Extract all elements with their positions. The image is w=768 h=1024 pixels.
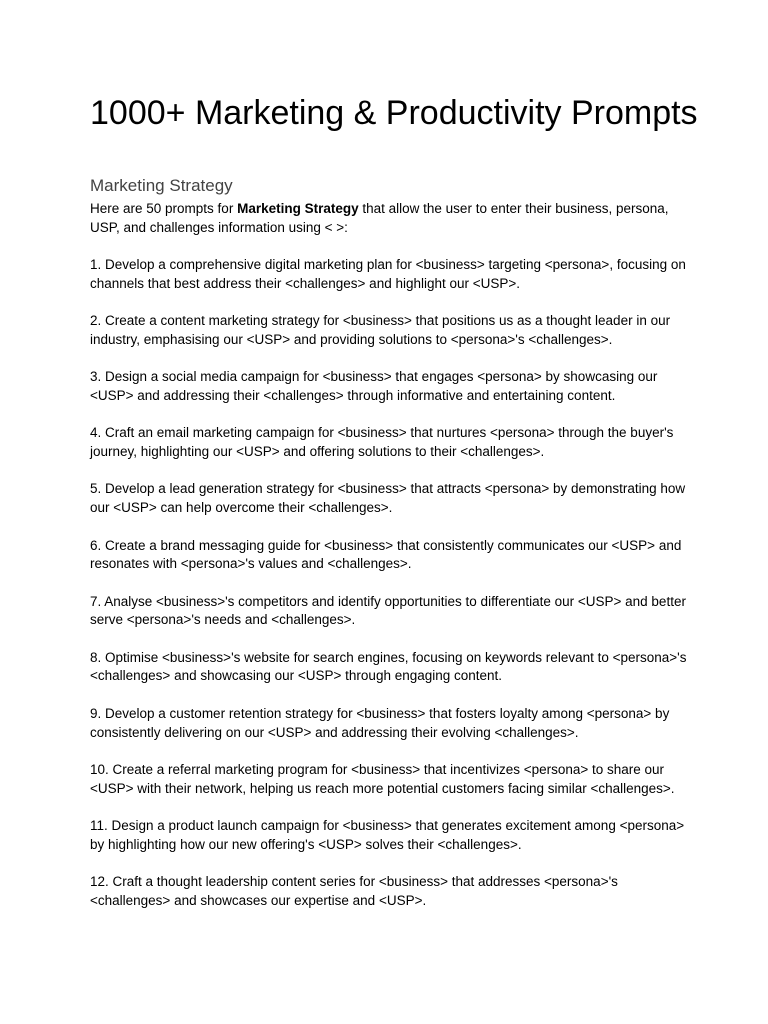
prompt-item-9: 9. Develop a customer retention strategy for <business> that fosters loyalty among <persona> by consistently delivering on our <USP> and addressing their evolving <challenges>.: [90, 705, 670, 740]
document-title: 1000+ Marketing & Productivity Prompts: [90, 94, 698, 132]
prompt-item-8: 8. Optimise <business>'s website for search engines, focusing on keywords relevant to <persona>'s <challenges> and showcasing our <USP> through engaging content.: [90, 649, 687, 684]
prompt-item-7: 7. Analyse <business>'s competitors and identify opportunities to differentiate our <USP> and better serve <persona>'s needs and <challenges>.: [90, 593, 686, 628]
intro-bold-topic: Marketing Strategy: [237, 201, 359, 216]
prompt-item-6: 6. Create a brand messaging guide for <business> that consistently communicates our <USP> and resonates with <persona>'s values and <challenges>.: [90, 537, 682, 572]
prompt-item-10: 10. Create a referral marketing program for <business> that incentivizes <persona> to share our <USP> with their network, helping us reach more potential customers facing similar <challenges>.: [90, 761, 675, 796]
prompt-item-12: 12. Craft a thought leadership content series for <business> that addresses <persona>'s <challenges> and showcases our expertise and <USP>.: [90, 874, 618, 908]
prompt-item-2: 2. Create a content marketing strategy for <business> that positions us as a thought leader in our industry, emphasising our <USP> and providing solutions to <persona>'s <challenges>.: [90, 313, 671, 347]
intro-paragraph: [90, 200, 690, 237]
prompt-item-1: 1. Develop a comprehensive digital marketing plan for <business> targeting <persona>, focusing on channels that best address their <challenges> and highlight our <USP>.: [90, 257, 686, 291]
prompt-item-4: 4. Craft an email marketing campaign for <business> that nurtures <persona> through the buyer's journey, highlighting our <USP> and offering solutions to their <challenges>.: [90, 425, 674, 460]
document-body: [90, 200, 690, 929]
prompt-item-11: 11. Design a product launch campaign for <business> that generates excitement among <persona> by highlighting how our new offering's <USP> solves their <challenges>.: [90, 818, 685, 852]
section-heading: Marketing Strategy: [90, 176, 233, 195]
intro-text-end: that allow the user to enter their business, persona, USP, and challenges information using < >:: [90, 201, 669, 235]
intro-text-start: Here are 50 prompts for: [90, 201, 238, 216]
prompt-item-3: 3. Design a social media campaign for <business> that engages <persona> by showcasing our <USP> and addressing their <challenges> through informative and entertaining content.: [90, 369, 658, 403]
prompt-item-5: 5. Develop a lead generation strategy for <business> that attracts <persona> by demonstrating how our <USP> can help overcome their <challenges>.: [90, 481, 686, 516]
